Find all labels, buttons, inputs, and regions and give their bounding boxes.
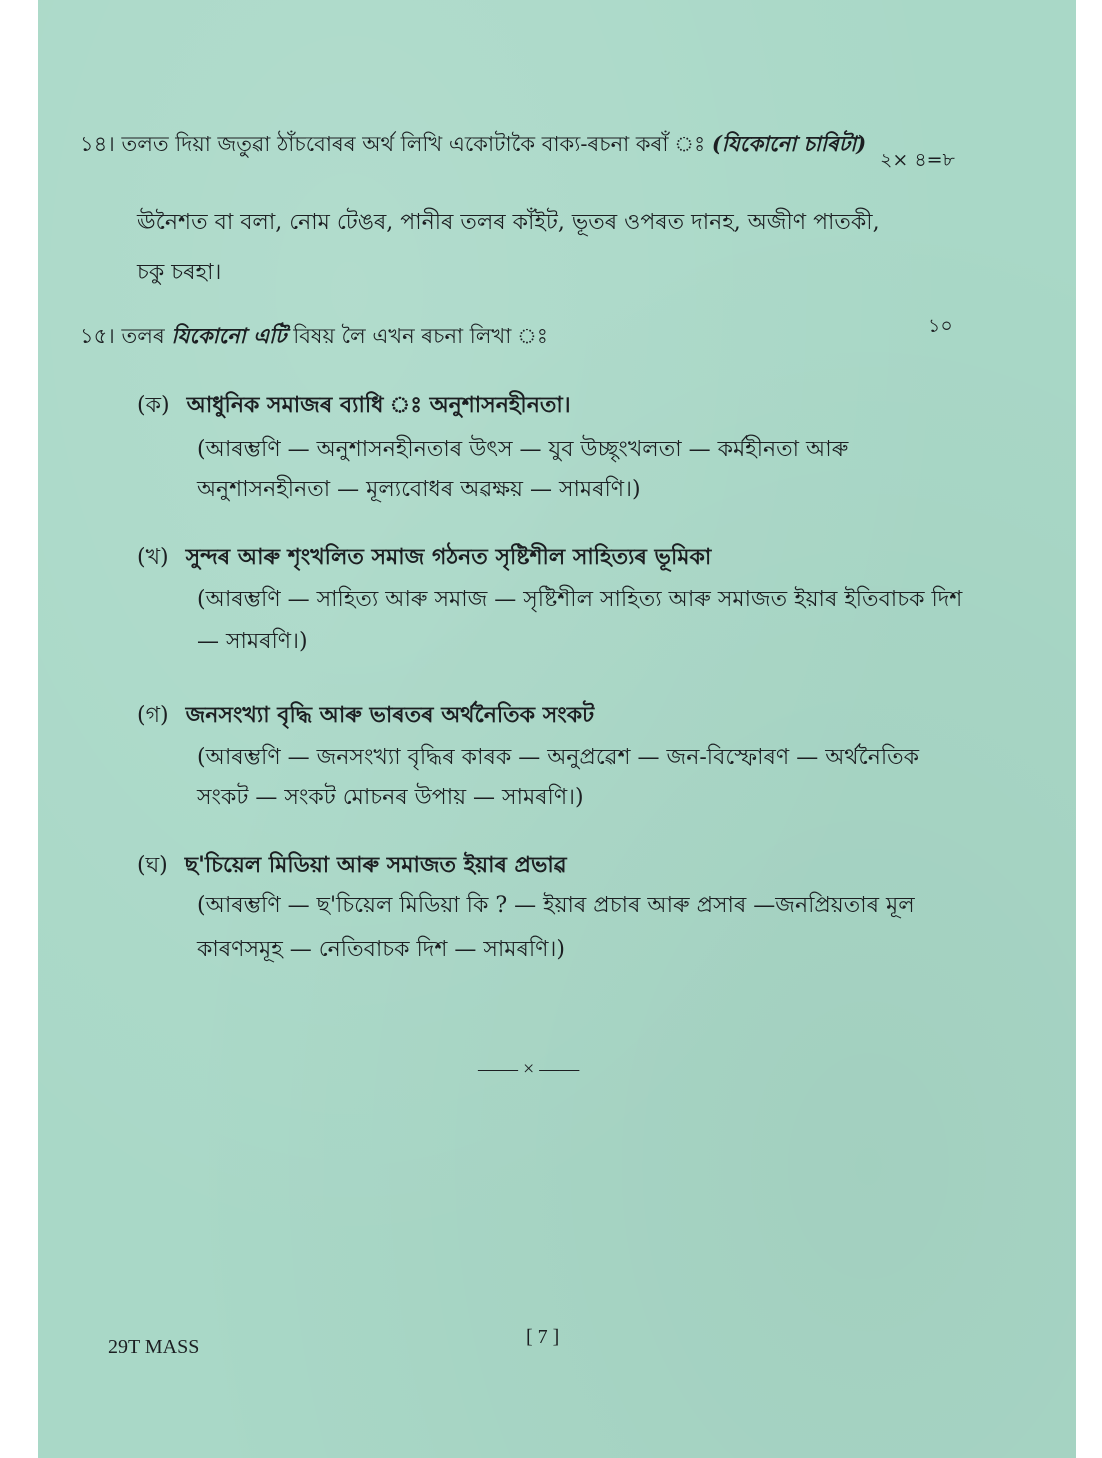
q14-phrases-line2: চকু চৰহা। [137,260,222,285]
q14-number: ১৪। [80,132,115,156]
q15-prompt-after: বিষয় লৈ এখন ৰচনা লিখা ঃ [293,324,548,348]
footer-paper-code: 29T MASS [108,1336,200,1358]
topic-ka-title: আধুনিক সমাজৰ ব্যাধি ঃ অনুশাসনহীনতা। [186,392,571,418]
topic-gha-hint-line1: (আৰম্ভণি — ছ'চিয়েল মিডিয়া কি ? — ইয়াৰ প্ৰচাৰ আৰু প্ৰসাৰ —জনপ্ৰিয়তাৰ মূল [197,893,915,918]
topic-ga-hint-line1: (আৰম্ভণি — জনসংখ্যা বৃদ্ধিৰ কাৰক — অনুপ্ৰৱেশ — জন-বিস্ফোৰণ — অৰ্থনৈতিক [197,745,920,770]
topic-ka-hint-line2: অনুশাসনহীনতা — মূল্যবোধৰ অৱক্ষয় — সামৰণি।) [197,477,641,502]
topic-ga-label: (গ) [137,703,169,728]
q15-line [80,320,548,355]
topic-ka-label: (ক) [137,393,170,418]
topic-gha-hint-line2: কাৰণসমূহ — নেতিবাচক দিশ — সামৰণি।) [197,937,565,962]
q14-choice: (যিকোনো চাৰিটা) [711,131,867,156]
end-of-paper-mark: —— × —— [478,1058,580,1080]
topic-ga-title: জনসংখ্যা বৃদ্ধি আৰু ভাৰতৰ অৰ্থনৈতিক সংকট [185,702,595,728]
topic-ga-hint-line2: সংকট — সংকট মোচনৰ উপায় — সামৰণি।) [197,785,584,810]
q15-prompt-emph: যিকোনো এটি [171,323,287,348]
topic-ka-hint-line1: (আৰম্ভণি — অনুশাসনহীনতাৰ উৎস — যুব উচ্ছৃংখলতা — কৰ্মহীনতা আৰু [197,437,849,462]
q14-line [80,128,866,163]
topic-gha-heading [137,848,567,885]
topic-kha-title: সুন্দৰ আৰু শৃংখলিত সমাজ গঠনত সৃষ্টিশীল সাহিত্যৰ ভূমিকা [185,544,712,570]
topic-ga-heading [137,698,594,735]
topic-kha-hint-line1: (আৰম্ভণি — সাহিত্য আৰু সমাজ — সৃষ্টিশীল সাহিত্য আৰু সমাজত ইয়াৰ ইতিবাচক দিশ [197,587,963,612]
topic-ka-heading [137,388,571,425]
topic-gha-title: ছ'চিয়েল মিডিয়া আৰু সমাজত ইয়াৰ প্ৰভাৱ [184,852,567,878]
footer-page-number: [ 7 ] [526,1326,560,1348]
q15-prompt-before: তলৰ [121,324,165,348]
q14-phrases-line1: ঊনৈশত বা বলা, নোম টেঙৰ, পানীৰ তলৰ কাঁইট, ভূতৰ ওপৰত দানহ, অজীণ পাতকী, [137,210,880,235]
q15-number: ১৫। [80,324,115,348]
topic-kha-label: (খ) [137,545,169,570]
topic-gha-label: (ঘ) [137,853,168,878]
q14-prompt: তলত দিয়া জতুৱা ঠাঁচবোৰৰ অৰ্থ লিখি একোটাকৈ বাক্য-ৰচনা কৰাঁ ঃ [121,132,706,156]
topic-kha-heading [137,540,711,577]
topic-kha-hint-line2: — সামৰণি।) [197,629,308,654]
q14-marks: ২× ৪=৮ [880,149,955,171]
q15-marks: ১০ [928,315,953,337]
